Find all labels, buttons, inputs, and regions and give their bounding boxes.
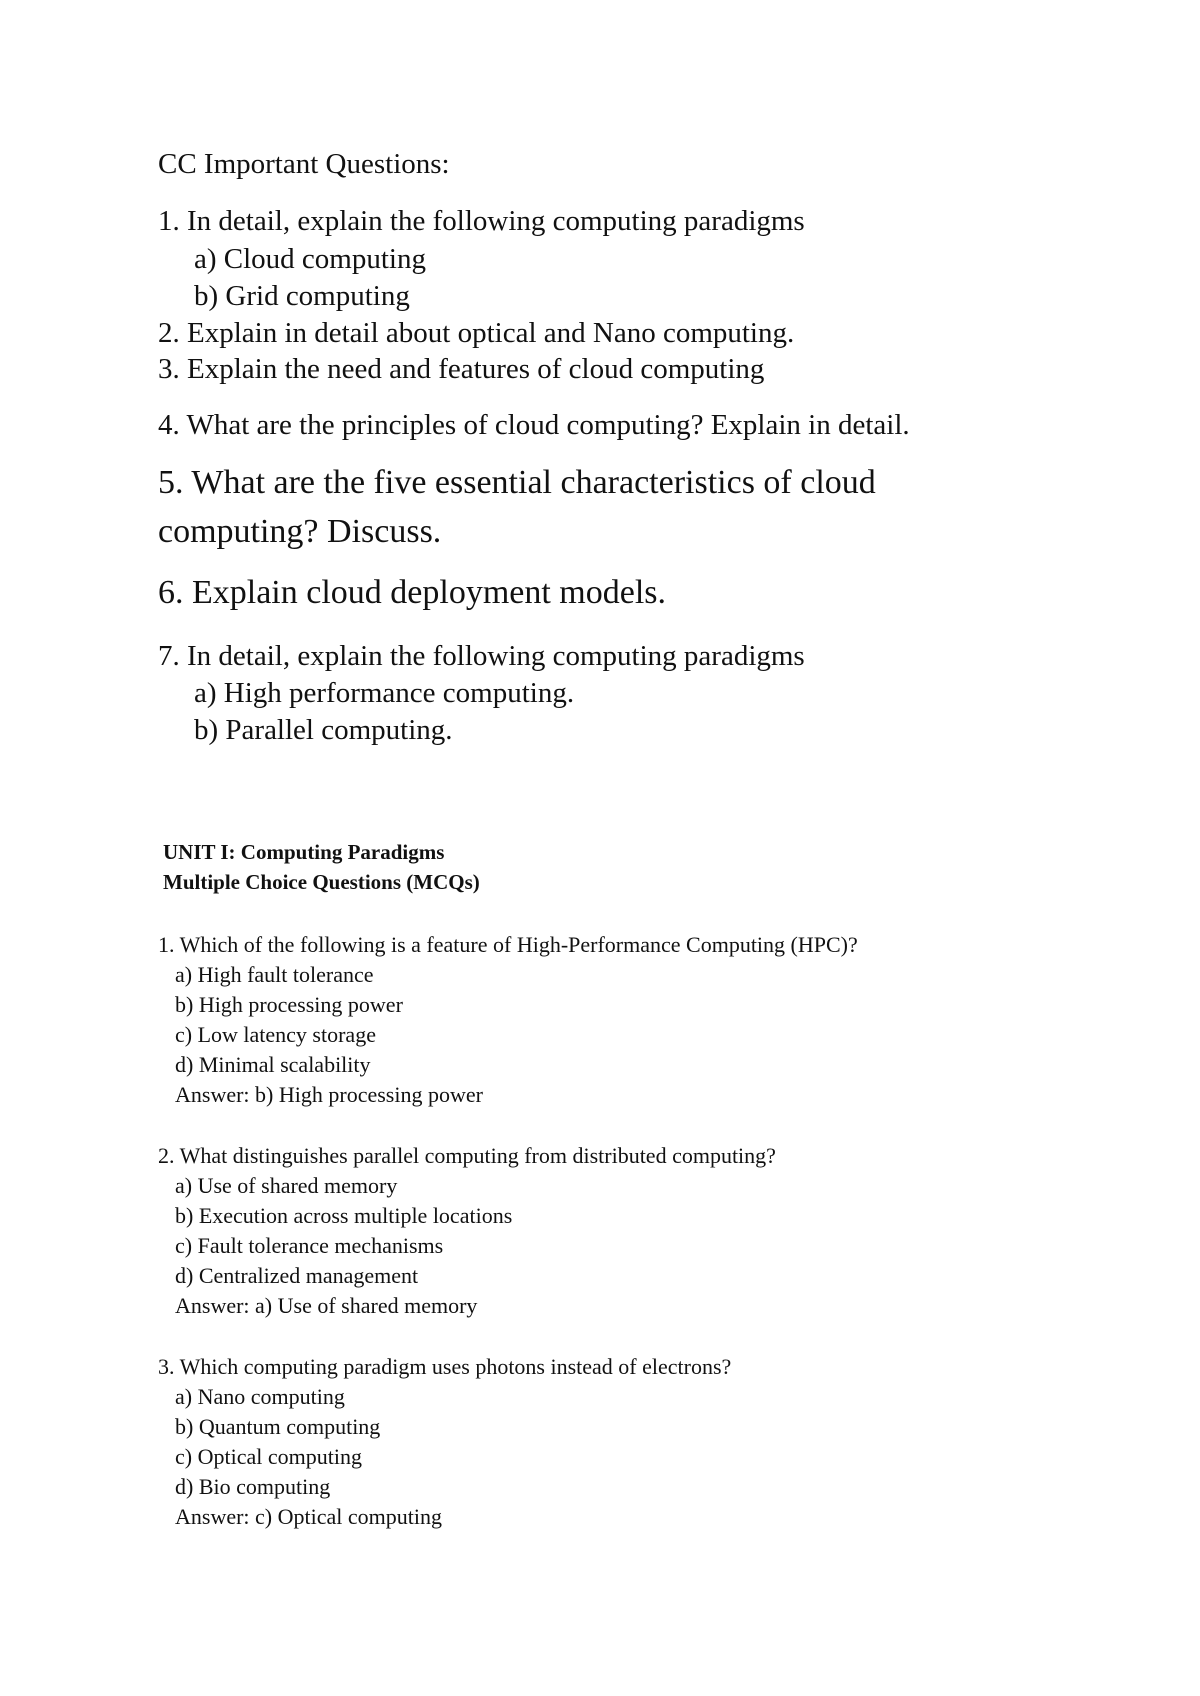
question-1-sub-a: a) Cloud computing (194, 243, 426, 275)
mcq-1-option-a: a) High fault tolerance (175, 962, 374, 987)
mcq-3-option-c: c) Optical computing (175, 1444, 362, 1469)
question-2: 2. Explain in detail about optical and Nano computing. (158, 317, 795, 349)
mcq-3-answer: Answer: c) Optical computing (175, 1504, 442, 1529)
mcq-1-question: 1. Which of the following is a feature of High-Performance Computing (HPC)? (158, 932, 858, 957)
mcq-2-option-c: c) Fault tolerance mechanisms (175, 1233, 444, 1258)
question-7-sub-b: b) Parallel computing. (194, 714, 453, 746)
mcq-2-option-d: d) Centralized management (175, 1263, 419, 1288)
question-4: 4. What are the principles of cloud computing? Explain in detail. (158, 409, 910, 441)
mcq-2-option-a: a) Use of shared memory (175, 1173, 398, 1198)
mcq-3-option-a: a) Nano computing (175, 1384, 345, 1409)
mcq-2-answer: Answer: a) Use of shared memory (175, 1293, 478, 1318)
unit-subtitle: Multiple Choice Questions (MCQs) (163, 870, 480, 894)
mcq-2-option-b: b) Execution across multiple locations (175, 1203, 513, 1228)
question-7: 7. In detail, explain the following computing paradigms (158, 640, 805, 672)
question-1: 1. In detail, explain the following computing paradigms (158, 205, 805, 237)
page-title: CC Important Questions: (158, 148, 450, 180)
mcq-3-option-d: d) Bio computing (175, 1474, 331, 1499)
question-5-line-2: computing? Discuss. (158, 513, 442, 550)
mcq-2-question: 2. What distinguishes parallel computing from distributed computing? (158, 1143, 776, 1168)
question-7-sub-a: a) High performance computing. (194, 677, 575, 709)
question-1-sub-b: b) Grid computing (194, 280, 410, 312)
question-5-line-1: 5. What are the five essential characteristics of cloud (158, 464, 876, 501)
mcq-3-question: 3. Which computing paradigm uses photons instead of electrons? (158, 1354, 732, 1379)
mcq-1-option-c: c) Low latency storage (175, 1022, 376, 1047)
mcq-1-answer: Answer: b) High processing power (175, 1082, 483, 1107)
question-3: 3. Explain the need and features of cloud computing (158, 353, 765, 385)
question-6: 6. Explain cloud deployment models. (158, 574, 667, 611)
mcq-3-option-b: b) Quantum computing (175, 1414, 381, 1439)
mcq-1-option-d: d) Minimal scalability (175, 1052, 371, 1077)
mcq-1-option-b: b) High processing power (175, 992, 403, 1017)
unit-title: UNIT I: Computing Paradigms (163, 840, 445, 864)
